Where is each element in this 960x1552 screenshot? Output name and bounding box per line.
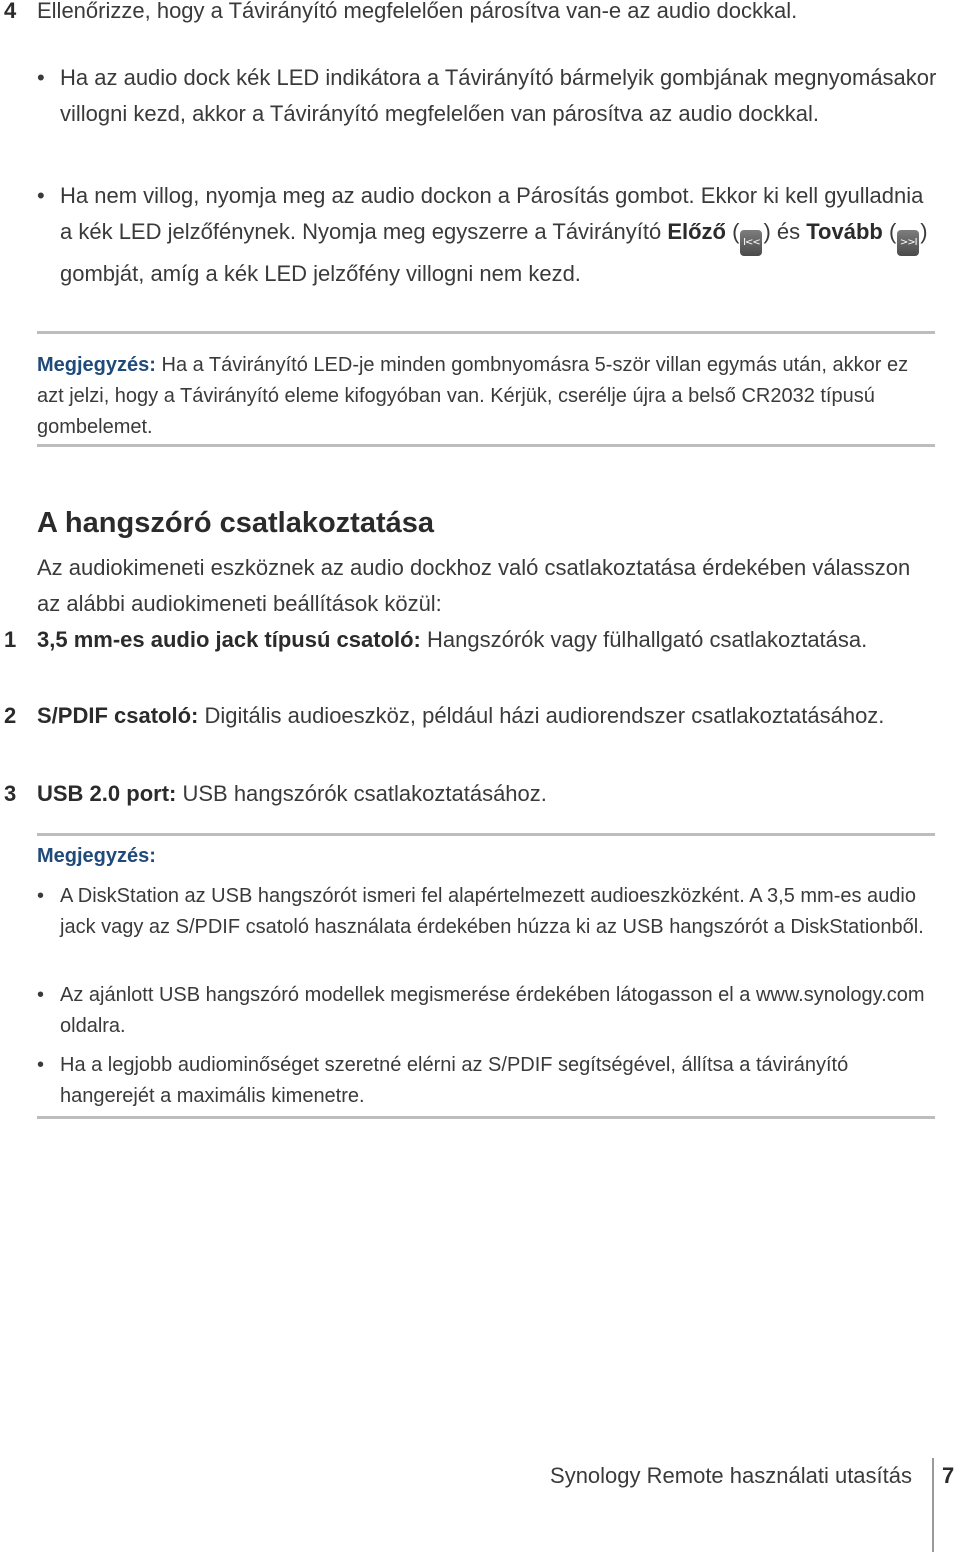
bullet-2-part2: és <box>770 219 807 244</box>
bullet-2-part1: Ha nem villog, nyomja meg az audio dockon a Párosítás gombot. Ekkor ki kell gyulladnia a kék LED jelzőfénynek. Nyomja meg egyszerre a Távirányító <box>60 183 924 244</box>
item-number-2: 2 <box>4 703 17 728</box>
note-2-bullet-1: A DiskStation az USB hangszórót ismeri fel alapértelmezett audioeszközként. A 3,5 mm-es audio jack vagy az S/PDIF csatoló használata érdekében húzza ki az USB hangszórót a DiskStationből. <box>60 885 924 938</box>
step-4-bullet-1: Ha az audio dock kék LED indikátora a Távirányító bármelyik gombjának megnyomásakor villogni kezd, akkor a Távirányító megfelelően van párosítva az audio dockkal. <box>60 65 937 126</box>
next-button-label: Tovább <box>806 219 883 244</box>
footer-divider <box>932 1458 934 1552</box>
step-4-bullet-2: Ha nem villog, nyomja meg az audio dockon a Párosítás gombot. Ekkor ki kell gyulladnia a kék LED jelzőfénynek. Nyomja meg egyszerre a Távirányító Előző ( I<< ) és Tovább ( >>I ) gombját, amíg a kék LED jelzőfény villogni nem kezd. <box>60 183 928 286</box>
bullet-marker: • <box>37 885 45 907</box>
item-3 <box>37 776 937 812</box>
item-2 <box>37 698 937 734</box>
note-2-bullet-3: Ha a legjobb audiominőséget szeretné elérni az S/PDIF segítségével, állítsa a távirányító hangerejét a maximális kimenetre. <box>60 1054 849 1107</box>
note-1 <box>37 350 937 443</box>
previous-icon: I<< <box>740 230 762 256</box>
item-2-text: Digitális audioeszköz, például házi audiorendszer csatlakoztatásához. <box>198 703 885 728</box>
item-number-3: 3 <box>4 781 17 806</box>
note-2-bullet-2: Az ajánlott USB hangszóró modellek megismerése érdekében látogasson el a www.synology.com oldalra. <box>60 984 925 1037</box>
note-1-label: Megjegyzés: <box>37 354 156 376</box>
footer-title: Synology Remote használati utasítás <box>550 1463 912 1488</box>
page-number: 7 <box>942 1463 955 1488</box>
note-bottom-rule <box>37 444 935 447</box>
note-2-top-rule <box>37 833 935 836</box>
note-2-label: Megjegyzés: <box>37 845 156 867</box>
note-2-bottom-rule <box>37 1116 935 1119</box>
item-1-text: Hangszórók vagy fülhallgató csatlakoztatása. <box>420 627 868 652</box>
bullet-marker: • <box>37 984 45 1006</box>
note-1-text: Ha a Távirányító LED-je minden gombnyomásra 5-ször villan egymás után, akkor ez azt jelzi, hogy a Távirányító eleme kifogyóban van. Kérjük, cserélje újra a belső CR2032 típusú gombelemet. <box>37 354 909 438</box>
item-3-label: USB 2.0 port: <box>37 781 177 806</box>
prev-button-label: Előző <box>667 219 726 244</box>
item-2-label: S/PDIF csatoló: <box>37 703 199 728</box>
item-1 <box>37 622 937 658</box>
bullet-marker: • <box>37 65 45 90</box>
item-3-text: USB hangszórók csatlakoztatásához. <box>176 781 547 806</box>
section-intro: Az audiokimeneti eszköznek az audio dockhoz való csatlakoztatása érdekében válasszon az alábbi audiokimeneti beállítások közül: <box>37 555 911 616</box>
next-icon: >>I <box>897 230 919 256</box>
step-4-text: Ellenőrizze, hogy a Távirányító megfelelően párosítva van-e az audio dockkal. <box>37 0 798 23</box>
bullet-2-part3: gombját, amíg a kék LED jelzőfény villogni nem kezd. <box>60 261 581 286</box>
item-number-1: 1 <box>4 627 17 652</box>
step-number-4: 4 <box>4 0 17 23</box>
section-title: A hangszóró csatlakoztatása <box>37 507 434 539</box>
bullet-marker: • <box>37 1054 45 1076</box>
note-top-rule <box>37 331 935 334</box>
item-1-label: 3,5 mm-es audio jack típusú csatoló: <box>37 627 421 652</box>
bullet-marker: • <box>37 183 45 208</box>
